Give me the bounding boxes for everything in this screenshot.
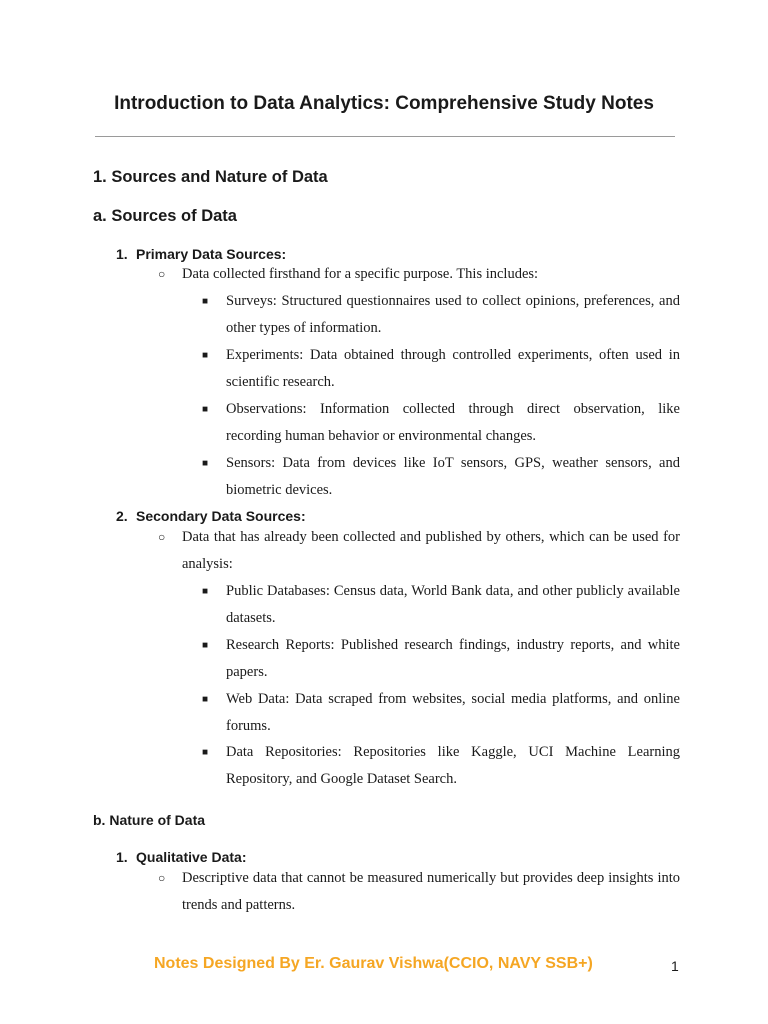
list-item	[202, 342, 680, 396]
numbered-item-secondary	[116, 508, 306, 524]
list-item	[158, 261, 680, 288]
bullet-text: Web Data: Data scraped from websites, social media platforms, and online forums.	[226, 691, 680, 734]
square-bullet-icon: ■	[202, 404, 209, 415]
bullet-text: Experiments: Data obtained through controlled experiments, often used in scientific research.	[226, 347, 680, 390]
item-label: Qualitative Data:	[136, 849, 247, 865]
bullet-text: Observations: Information collected through direct observation, like recording human behavior or environmental changes.	[226, 401, 680, 444]
item-label: Primary Data Sources:	[136, 246, 287, 262]
square-bullet-icon: ■	[202, 747, 209, 758]
numbered-item-qualitative	[116, 849, 246, 865]
item-number: 2.	[116, 508, 128, 524]
bullet-text: Sensors: Data from devices like IoT sensors, GPS, weather sensors, and biometric devices.	[226, 455, 680, 498]
section-heading: 1. Sources and Nature of Data	[93, 168, 328, 186]
square-bullet-icon: ■	[202, 586, 209, 597]
square-bullet-icon: ■	[202, 458, 209, 469]
square-bullet-icon: ■	[202, 350, 209, 361]
bullet-text: Surveys: Structured questionnaires used to collect opinions, preferences, and other types of information.	[226, 293, 680, 336]
circle-bullet-icon: ○	[158, 267, 166, 281]
circle-bullet-icon: ○	[158, 530, 166, 544]
list-item	[202, 632, 680, 686]
bullet-text: Public Databases: Census data, World Bank data, and other publicly available datasets.	[226, 583, 680, 626]
page-number: 1	[671, 958, 679, 974]
subsection-heading-sources: a. Sources of Data	[93, 207, 237, 225]
list-item	[202, 288, 680, 342]
bullet-text: Data Repositories: Repositories like Kaggle, UCI Machine Learning Repository, and Google Dataset Search.	[226, 744, 680, 787]
footer-credit: Notes Designed By Er. Gaurav Vishwa(CCIO, NAVY SSB+)	[154, 955, 593, 972]
list-item	[202, 578, 680, 632]
item-description: Data collected firsthand for a specific purpose. This includes:	[182, 266, 539, 282]
item-description: Data that has already been collected and published by others, which can be used for analysis:	[182, 529, 680, 572]
numbered-item-primary	[116, 246, 286, 262]
circle-bullet-icon: ○	[158, 871, 166, 885]
document-title: Introduction to Data Analytics: Comprehensive Study Notes	[114, 93, 654, 114]
item-label: Secondary Data Sources:	[136, 508, 306, 524]
list-item	[158, 865, 680, 919]
square-bullet-icon: ■	[202, 640, 209, 651]
item-description: Descriptive data that cannot be measured numerically but provides deep insights into trends and patterns.	[182, 870, 680, 913]
list-item	[202, 686, 680, 740]
title-divider	[95, 136, 675, 137]
list-item	[202, 396, 680, 450]
subsection-heading-nature: b. Nature of Data	[93, 812, 206, 828]
square-bullet-icon: ■	[202, 296, 209, 307]
list-item	[202, 739, 680, 793]
bullet-text: Research Reports: Published research findings, industry reports, and white papers.	[226, 637, 680, 680]
item-number: 1.	[116, 246, 128, 262]
list-item	[202, 450, 680, 504]
list-item	[158, 524, 680, 578]
item-number: 1.	[116, 849, 128, 865]
square-bullet-icon: ■	[202, 694, 209, 705]
